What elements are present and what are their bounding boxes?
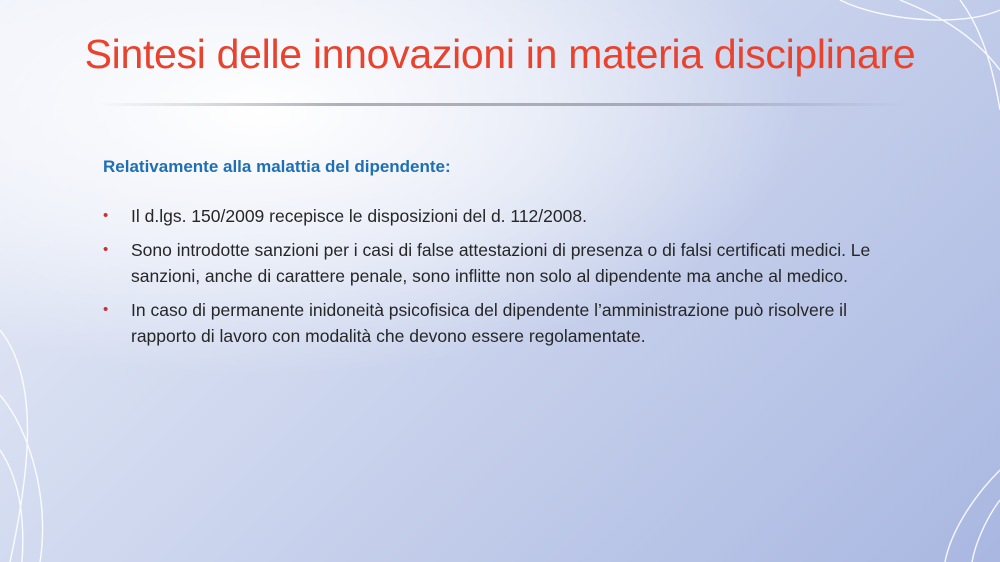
decor-curve-bottom-left-1 [0, 330, 28, 562]
bullet-item-2 [103, 237, 903, 289]
bullet-icon: • [103, 301, 109, 318]
title-divider [98, 103, 908, 106]
decor-curve-bottom-left-3 [0, 450, 23, 562]
bullet-text-2: Sono introdotte sanzioni per i casi di false attestazioni di presenza o di falsi certificati medici. Le sanzioni, anche di carattere penale, sono inflitte non solo al dipendente ma anche al medico. [131, 240, 871, 286]
decor-curve-bottom-right-2 [945, 470, 1000, 562]
slide-subtitle: Relativamente alla malattia del dipendente: [103, 157, 451, 176]
bullet-text-3: In caso di permanente inidoneità psicofisica del dipendente l’amministrazione può risolvere il rapporto di lavoro con modalità che devono essere regolamentate. [131, 300, 847, 346]
bullet-icon: • [103, 241, 109, 258]
bullet-item-3 [103, 297, 903, 349]
slide-title: Sintesi delle innovazioni in materia disciplinare [84, 31, 916, 77]
bullet-item-1 [103, 203, 903, 229]
bullet-list [103, 203, 903, 357]
decor-curve-bottom-right-1 [972, 500, 1000, 562]
bullet-icon: • [103, 207, 109, 224]
decor-curve-top-right-1 [840, 0, 1000, 20]
bullet-text-1: Il d.lgs. 150/2009 recepisce le disposizioni del d. 112/2008. [131, 206, 587, 226]
decor-curve-bottom-left-2 [0, 395, 43, 562]
